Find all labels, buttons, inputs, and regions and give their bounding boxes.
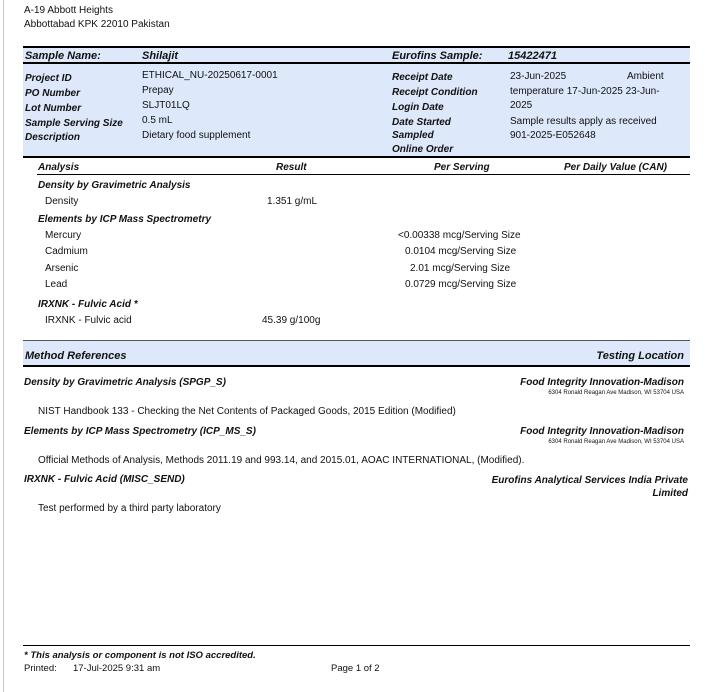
method-bottom-rule xyxy=(23,365,690,367)
receipt-value-line-4: Sample results apply as received xyxy=(510,116,657,127)
receipt-value-line-5: 901-2025-E052648 xyxy=(510,130,596,141)
testing-location-header: Testing Location xyxy=(596,350,684,362)
per-serving-cadmium: 0.0104 mcg/Serving Size xyxy=(405,246,517,257)
analyte-density: Density xyxy=(45,196,79,207)
group-title-density: Density by Gravimetric Analysis xyxy=(38,180,191,191)
serving-size-value: 0.5 mL xyxy=(142,115,173,126)
serving-size-label: Sample Serving Size xyxy=(25,118,123,129)
po-number-label: PO Number xyxy=(25,88,81,99)
description-label: Description xyxy=(25,132,81,143)
login-date-label: Login Date xyxy=(392,102,444,113)
method-reference-icp: Official Methods of Analysis, Methods 2011.19 and 993.14, and 2015.01, AOAC INTERNATIONAL, (Modified). xyxy=(38,455,525,466)
analyte-arsenic: Arsenic xyxy=(45,263,79,274)
per-serving-lead: 0.0729 mcg/Serving Size xyxy=(405,279,517,290)
eurofins-sample-label: Eurofins Sample: xyxy=(392,50,483,62)
method-name-density: Density by Gravimetric Analysis (SPGP_S) xyxy=(24,377,226,388)
footer-iso-note: * This analysis or component is not ISO accredited. xyxy=(24,650,256,661)
method-location-icp: Food Integrity Innovation-Madison xyxy=(520,426,684,437)
method-reference-fulvic: Test performed by a third party laboratory xyxy=(38,503,221,514)
online-order-label: Online Order xyxy=(392,144,454,155)
analyte-cadmium: Cadmium xyxy=(45,246,88,257)
info-bottom-rule xyxy=(23,156,690,158)
method-location-address-icp: 6304 Ronald Reagan Ave Madison, WI 53704 USA xyxy=(548,439,684,445)
per-serving-arsenic: 2.01 mcg/Serving Size xyxy=(410,263,511,274)
page-left-edge xyxy=(3,0,4,692)
project-id-value: ETHICAL_NU-20250617-0001 xyxy=(142,70,278,81)
receipt-condition-label: Receipt Condition xyxy=(392,87,478,98)
header-analysis: Analysis xyxy=(38,162,80,173)
header-per-daily-value: Per Daily Value (CAN) xyxy=(564,162,667,173)
header-result: Result xyxy=(276,162,307,173)
method-name-fulvic: IRXNK - Fulvic Acid (MISC_SEND) xyxy=(24,474,185,485)
receipt-value-line-3: 2025 xyxy=(510,100,533,111)
address-line-1: A-19 Abbott Heights xyxy=(24,5,113,16)
analyte-lead: Lead xyxy=(45,279,68,290)
sample-name-label: Sample Name: xyxy=(25,50,101,62)
date-started-label: Date Started xyxy=(392,117,451,128)
receipt-value-line-1: 23-Jun-2025 xyxy=(510,71,567,82)
method-location-fulvic-line-2: Limited xyxy=(652,488,688,499)
sampled-label: Sampled xyxy=(392,130,434,141)
address-line-2: Abbottabad KPK 22010 Pakistan xyxy=(24,19,170,30)
po-number-value: Prepay xyxy=(142,85,174,96)
page-number: Page 1 of 2 xyxy=(331,663,380,674)
analyte-mercury: Mercury xyxy=(45,230,82,241)
receipt-value-line-1b: Ambient xyxy=(627,71,664,82)
sample-name-value: Shilajit xyxy=(142,50,179,62)
result-density: 1.351 g/mL xyxy=(267,196,318,207)
group-title-fulvic: IRXNK - Fulvic Acid * xyxy=(38,299,138,310)
method-location-fulvic-line-1: Eurofins Analytical Services India Private xyxy=(491,475,688,486)
eurofins-sample-value: 15422471 xyxy=(508,50,557,62)
analyte-fulvic: IRXNK - Fulvic acid xyxy=(45,315,132,326)
result-fulvic: 45.39 g/100g xyxy=(262,315,321,326)
sample-name-band xyxy=(23,48,690,62)
method-location-density: Food Integrity Innovation-Madison xyxy=(520,377,684,388)
table-header-rule xyxy=(37,174,690,175)
printed-value: 17-Jul-2025 9:31 am xyxy=(73,663,161,674)
per-serving-mercury: <0.00338 mcg/Serving Size xyxy=(398,230,521,241)
method-location-address-density: 6304 Ronald Reagan Ave Madison, WI 53704 USA xyxy=(548,390,684,396)
group-title-icp: Elements by ICP Mass Spectrometry xyxy=(38,214,212,225)
receipt-date-label: Receipt Date xyxy=(392,72,453,83)
footer-rule xyxy=(23,645,690,646)
sample-info-box xyxy=(23,64,690,156)
header-per-serving: Per Serving xyxy=(434,162,490,173)
method-references-title: Method References xyxy=(25,350,127,362)
method-name-icp: Elements by ICP Mass Spectrometry (ICP_MS_S) xyxy=(24,426,256,437)
printed-label: Printed: xyxy=(24,663,57,674)
lot-number-value: SLJT01LQ xyxy=(142,100,190,111)
description-value: Dietary food supplement xyxy=(142,130,251,141)
method-reference-density: NIST Handbook 133 - Checking the Net Contents of Packaged Goods, 2015 Edition (Modified) xyxy=(38,406,456,417)
lot-number-label: Lot Number xyxy=(25,103,82,114)
project-id-label: Project ID xyxy=(25,73,72,84)
receipt-value-line-2: temperature 17-Jun-2025 23-Jun- xyxy=(510,86,660,97)
